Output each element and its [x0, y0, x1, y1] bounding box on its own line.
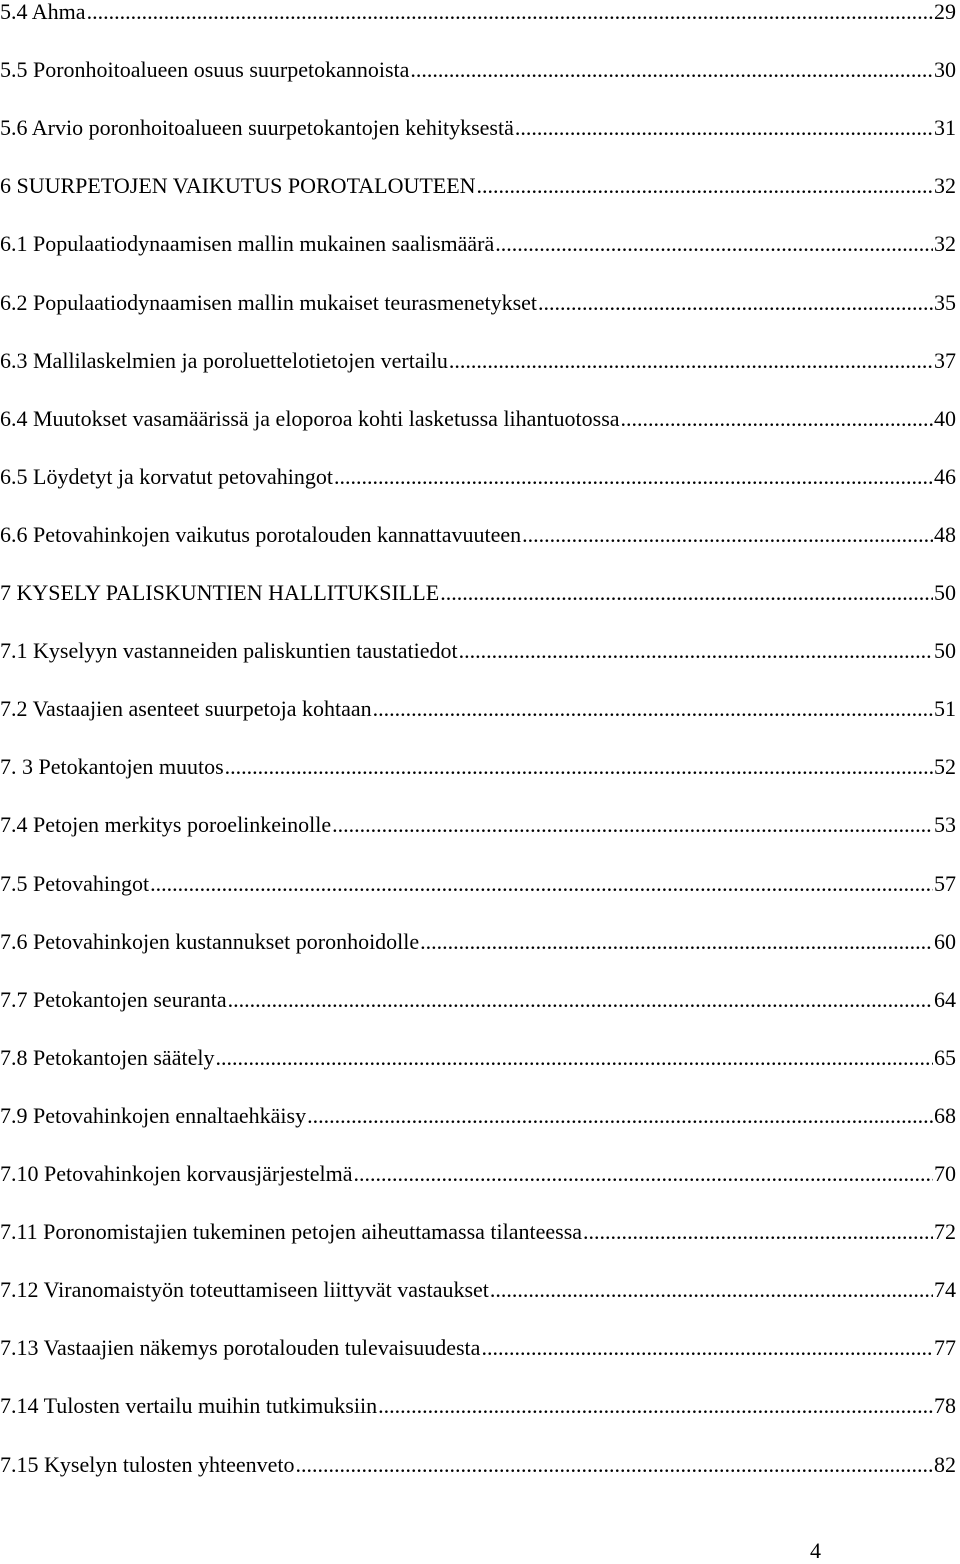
toc-entry[interactable]: [0, 113, 956, 143]
toc-entry-title: 7.13 Vastaajien näkemys porotalouden tulevaisuudesta: [0, 1335, 481, 1361]
toc-entry-page-number: 53: [934, 812, 956, 838]
toc-entry-page-number: 72: [934, 1219, 956, 1245]
toc-entry[interactable]: [0, 1043, 956, 1073]
toc-entry-title: 6.2 Populaatiodynaamisen mallin mukaiset teurasmenetykset: [0, 289, 538, 315]
toc-dot-leader: [296, 1450, 933, 1480]
toc-entry-page-number: 35: [934, 289, 956, 315]
toc-entry-title: 6 SUURPETOJEN VAIKUTUS POROTALOUTEEN: [0, 173, 476, 199]
toc-entry-title: 6.3 Mallilaskelmien ja poroluettelotietojen vertailu: [0, 347, 448, 373]
toc-entry-page-number: 32: [934, 173, 956, 199]
toc-entry[interactable]: [0, 927, 956, 957]
toc-dot-leader: [373, 694, 933, 724]
toc-entry-title: 7.12 Viranomaistyön toteuttamiseen liittyvät vastaukset: [0, 1277, 489, 1303]
toc-entry-title: 7.15 Kyselyn tulosten yhteenveto: [0, 1451, 295, 1477]
toc-entry-title: 7. 3 Petokantojen muutos: [0, 754, 224, 780]
toc-dot-leader: [307, 1101, 933, 1131]
toc-dot-leader: [228, 985, 933, 1015]
toc-dot-leader: [410, 55, 933, 85]
toc-entry-title: 7.2 Vastaajien asenteet suurpetoja kohtaan: [0, 696, 372, 722]
toc-dot-leader: [225, 752, 933, 782]
toc-entry[interactable]: [0, 229, 956, 259]
toc-entry-title: 7.14 Tulosten vertailu muihin tutkimuksiin: [0, 1393, 378, 1419]
toc-entry-page-number: 31: [934, 115, 956, 141]
toc-dot-leader: [420, 927, 933, 957]
toc-entry[interactable]: [0, 55, 956, 85]
toc-entry-title: 7.5 Petovahingot: [0, 870, 150, 896]
toc-dot-leader: [215, 1043, 933, 1073]
toc-entry-page-number: 46: [934, 463, 956, 489]
toc-entry-page-number: 60: [934, 928, 956, 954]
toc-entry[interactable]: [0, 752, 956, 782]
toc-entry[interactable]: [0, 1159, 956, 1189]
toc-entry-title: 7.10 Petovahinkojen korvausjärjestelmä: [0, 1161, 353, 1186]
toc-dot-leader: [583, 1217, 933, 1247]
toc-entry-page-number: 30: [934, 57, 956, 83]
toc-entry-page-number: 77: [934, 1335, 956, 1361]
toc-entry-page-number: 51: [934, 696, 956, 722]
toc-entry-page-number: 65: [934, 1044, 956, 1070]
toc-entry-page-number: 78: [934, 1393, 956, 1419]
toc-entry-page-number: 68: [934, 1102, 956, 1128]
toc-dot-leader: [449, 346, 933, 376]
toc-entry-page-number: 50: [934, 580, 956, 605]
toc-entry-page-number: 70: [934, 1161, 956, 1186]
toc-entry[interactable]: [0, 578, 956, 608]
toc-entry-page-number: 37: [934, 347, 956, 373]
toc-entry-title: 7.11 Poronomistajien tukeminen petojen aiheuttamassa tilanteessa: [0, 1219, 583, 1245]
toc-entry-title: 7.4 Petojen merkitys poroelinkeinolle: [0, 812, 332, 838]
toc-dot-leader: [481, 1333, 933, 1363]
toc-entry-title: 5.5 Poronhoitoalueen osuus suurpetokannoista: [0, 57, 410, 83]
toc-entry-page-number: 32: [934, 231, 956, 257]
toc-entry-title: 7.7 Petokantojen seuranta: [0, 986, 227, 1012]
toc-entry-page-number: 50: [934, 638, 956, 664]
toc-entry-title: 6.1 Populaatiodynaamisen mallin mukainen saalismäärä: [0, 231, 495, 257]
toc-entry[interactable]: [0, 1333, 956, 1363]
toc-dot-leader: [515, 113, 933, 143]
toc-dot-leader: [87, 0, 933, 27]
toc-dot-leader: [522, 520, 933, 550]
toc-dot-leader: [354, 1159, 933, 1189]
toc-entry[interactable]: [0, 1101, 956, 1131]
toc-dot-leader: [490, 1275, 933, 1305]
toc-dot-leader: [477, 171, 933, 201]
toc-entry[interactable]: [0, 1275, 956, 1305]
toc-entry-page-number: 40: [934, 405, 956, 431]
toc-entry[interactable]: [0, 520, 956, 550]
toc-dot-leader: [378, 1391, 933, 1421]
toc-entry-title: 7.1 Kyselyyn vastanneiden paliskuntien taustatiedot: [0, 638, 458, 664]
toc-entry-page-number: 52: [934, 754, 956, 780]
toc-entry[interactable]: [0, 462, 956, 492]
toc-dot-leader: [621, 404, 933, 434]
toc-entry[interactable]: [0, 288, 956, 318]
toc-entry[interactable]: [0, 810, 956, 840]
toc-entry[interactable]: [0, 404, 956, 434]
page-number: 4: [810, 1538, 821, 1563]
toc-entry-title: 6.6 Petovahinkojen vaikutus porotalouden kannattavuuteen: [0, 521, 522, 547]
toc-entry-page-number: 48: [934, 521, 956, 547]
toc-dot-leader: [440, 578, 933, 608]
toc-entry-title: 6.4 Muutokset vasamäärissä ja eloporoa kohti lasketussa lihantuotossa: [0, 405, 620, 431]
toc-entry-page-number: 82: [934, 1451, 956, 1477]
toc-entry[interactable]: [0, 869, 956, 899]
toc-entry-title: 7 KYSELY PALISKUNTIEN HALLITUKSILLE: [0, 580, 440, 605]
toc-entry-title: 7.8 Petokantojen säätely: [0, 1044, 215, 1070]
toc-entry[interactable]: [0, 985, 956, 1015]
toc-entry-page-number: 74: [934, 1277, 956, 1303]
toc-entry-page-number: 29: [934, 0, 956, 24]
toc-entry[interactable]: [0, 1217, 956, 1247]
toc-entry[interactable]: [0, 1391, 956, 1421]
toc-entry[interactable]: [0, 694, 956, 724]
toc-dot-leader: [332, 810, 933, 840]
toc-dot-leader: [538, 288, 933, 318]
toc-entry[interactable]: [0, 346, 956, 376]
toc-dot-leader: [150, 869, 933, 899]
toc-entry-title: 5.6 Arvio poronhoitoalueen suurpetokantojen kehityksestä: [0, 115, 514, 141]
toc-entry-page-number: 64: [934, 986, 956, 1012]
toc-entry[interactable]: [0, 636, 956, 666]
toc-entry[interactable]: [0, 1450, 956, 1480]
toc-entry-title: 7.9 Petovahinkojen ennaltaehkäisy: [0, 1102, 307, 1128]
toc-entry[interactable]: [0, 171, 956, 201]
toc-dot-leader: [334, 462, 933, 492]
toc-entry-page-number: 57: [934, 870, 956, 896]
toc-entry-title: 5.4 Ahma: [0, 0, 86, 24]
toc-entry[interactable]: [0, 0, 956, 27]
toc-entry-title: 7.6 Petovahinkojen kustannukset poronhoidolle: [0, 928, 420, 954]
toc-dot-leader: [459, 636, 933, 666]
toc-dot-leader: [495, 229, 933, 259]
toc-entry-title: 6.5 Löydetyt ja korvatut petovahingot: [0, 463, 333, 489]
